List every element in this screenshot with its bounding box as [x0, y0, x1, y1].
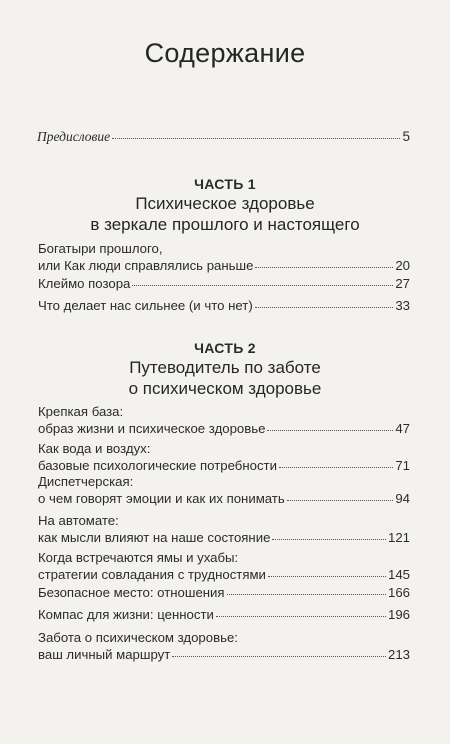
leader-dots — [255, 266, 393, 268]
part-1-title-line1: Психическое здоровье — [135, 194, 315, 213]
part-1-title-line2: в зеркале прошлого и настоящего — [90, 215, 360, 234]
entry-title: Компас для жизни: ценности — [38, 607, 214, 622]
part-1-number: ЧАСТЬ 1 — [194, 176, 256, 192]
entry-title: базовые психологические потребности — [38, 458, 277, 473]
leader-dots — [272, 538, 386, 540]
entry-page: 121 — [387, 530, 410, 545]
preface-label: Предисловие — [37, 129, 111, 144]
toc-entry[interactable] — [38, 512, 410, 546]
toc-entry[interactable] — [38, 584, 410, 601]
entry-line1: Богатыри прошлого, — [38, 241, 163, 256]
leader-dots — [287, 499, 394, 501]
part-2-title-line2: о психическом здоровье — [128, 379, 322, 398]
leader-dots — [227, 593, 386, 595]
part-2-title-line1: Путеводитель по заботе — [129, 358, 321, 377]
entry-title: как мысли влияют на наше состояние — [38, 530, 271, 545]
leader-dots — [268, 575, 386, 577]
entry-line1: Как вода и воздух: — [38, 441, 151, 456]
entry-title: о чем говорят эмоции и как их понимать — [38, 491, 285, 506]
entry-page: 27 — [395, 276, 410, 291]
entry-line1: Крепкая база: — [38, 404, 124, 419]
preface-page: 5 — [402, 129, 410, 144]
entry-line1: Когда встречаются ямы и ухабы: — [38, 550, 239, 565]
toc-entry[interactable] — [38, 403, 410, 437]
entry-title: или Как люди справлялись раньше — [38, 258, 254, 273]
toc-entry[interactable] — [38, 606, 410, 623]
leader-dots — [255, 306, 394, 308]
entry-page: 166 — [387, 585, 410, 600]
part-2-number: ЧАСТЬ 2 — [194, 340, 256, 356]
entry-page: 47 — [395, 421, 410, 436]
toc-entry[interactable] — [38, 473, 410, 507]
entry-title: ваш личный маршрут — [38, 647, 171, 662]
leader-dots — [267, 429, 393, 431]
leader-dots — [172, 655, 386, 657]
leader-dots — [216, 615, 386, 617]
entry-page: 94 — [395, 491, 410, 506]
toc-entry[interactable] — [38, 297, 410, 314]
entry-line1: Диспетчерская: — [38, 474, 134, 489]
leader-dots — [279, 466, 393, 468]
entry-title: Что делает нас сильнее (и что нет) — [38, 298, 253, 313]
toc-entry[interactable] — [38, 549, 410, 583]
entry-page: 33 — [395, 298, 410, 313]
entry-title: Безопасное место: отношения — [38, 585, 225, 600]
toc-entry[interactable] — [38, 275, 410, 292]
entry-page: 196 — [387, 607, 410, 622]
leader-dots — [132, 284, 393, 286]
entry-title: Клеймо позора — [38, 276, 131, 291]
page-title: Содержание — [144, 38, 306, 68]
entry-line1: На автомате: — [38, 513, 119, 528]
toc-entry[interactable] — [38, 629, 410, 663]
entry-page: 213 — [387, 647, 410, 662]
entry-page: 20 — [395, 258, 410, 273]
entry-line1: Забота о психическом здоровье: — [38, 630, 238, 645]
entry-page: 145 — [387, 567, 410, 582]
toc-entry[interactable] — [38, 240, 410, 274]
entry-page: 71 — [395, 458, 410, 473]
preface-entry[interactable] — [37, 129, 410, 145]
toc-entry[interactable] — [38, 440, 410, 474]
entry-title: образ жизни и психическое здоровье — [38, 421, 266, 436]
leader-dots — [112, 137, 400, 139]
entry-title: стратегии совладания с трудностями — [38, 567, 266, 582]
